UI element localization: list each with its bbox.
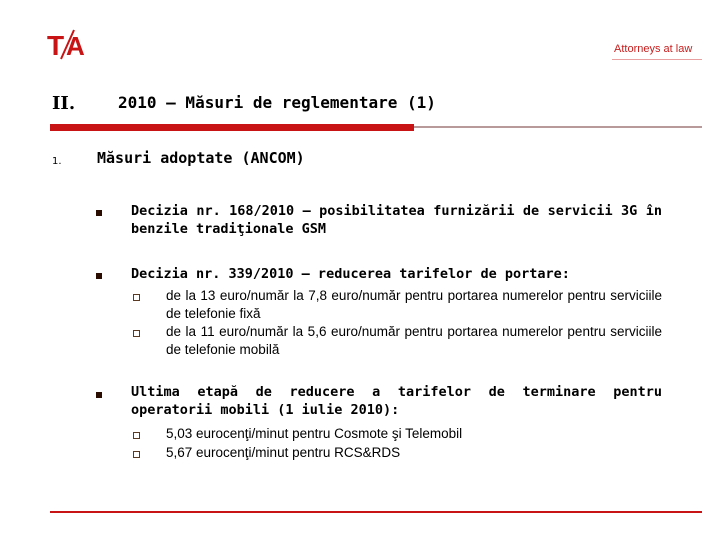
bullet-square-icon (96, 392, 102, 398)
sub-list-item: 5,67 eurocenţi/minut pentru RCS&RDS (166, 445, 401, 460)
section-number: II. (52, 93, 76, 114)
ta-logo (46, 26, 85, 62)
bullet-square-icon (96, 210, 102, 216)
svg-text:A: A (66, 31, 85, 61)
list-item: Decizia nr. 168/2010 – posibilitatea furnizării de servicii 3G în benzile tradiţionale GSM (131, 203, 662, 237)
bullet-outline-square-icon (133, 432, 140, 439)
footer-divider (50, 511, 702, 513)
svg-text:T: T (47, 30, 65, 61)
bullet-outline-square-icon (133, 294, 140, 301)
title-underline-accent (50, 124, 414, 131)
list-item: Decizia nr. 339/2010 – reducerea tarifelor de portare: (131, 266, 570, 282)
sub-list-item: 5,03 eurocenţi/minut pentru Cosmote şi Telemobil (166, 426, 463, 441)
bullet-outline-square-icon (133, 451, 140, 458)
list-item: Ultima etapă de reducere a tarifelor de terminare pentru operatorii mobili (1 iulie 2010): (131, 384, 662, 418)
section-title: 2010 – Măsuri de reglementare (1) (118, 93, 436, 112)
list-marker: 1. (52, 156, 62, 167)
tagline: Attorneys at law (614, 43, 693, 55)
title-underline (414, 126, 702, 128)
bullet-square-icon (96, 273, 102, 279)
list-heading: Măsuri adoptate (ANCOM) (97, 149, 305, 167)
bullet-outline-square-icon (133, 330, 140, 337)
sub-list-item: de la 11 euro/număr la 5,6 euro/număr pentru portarea numerelor pentru serviciile de telefonie mobilă (166, 324, 662, 357)
tagline-divider (612, 59, 702, 60)
sub-list-item: de la 13 euro/număr la 7,8 euro/număr pentru portarea numerelor pentru serviciile de telefonie fixă (166, 288, 662, 321)
